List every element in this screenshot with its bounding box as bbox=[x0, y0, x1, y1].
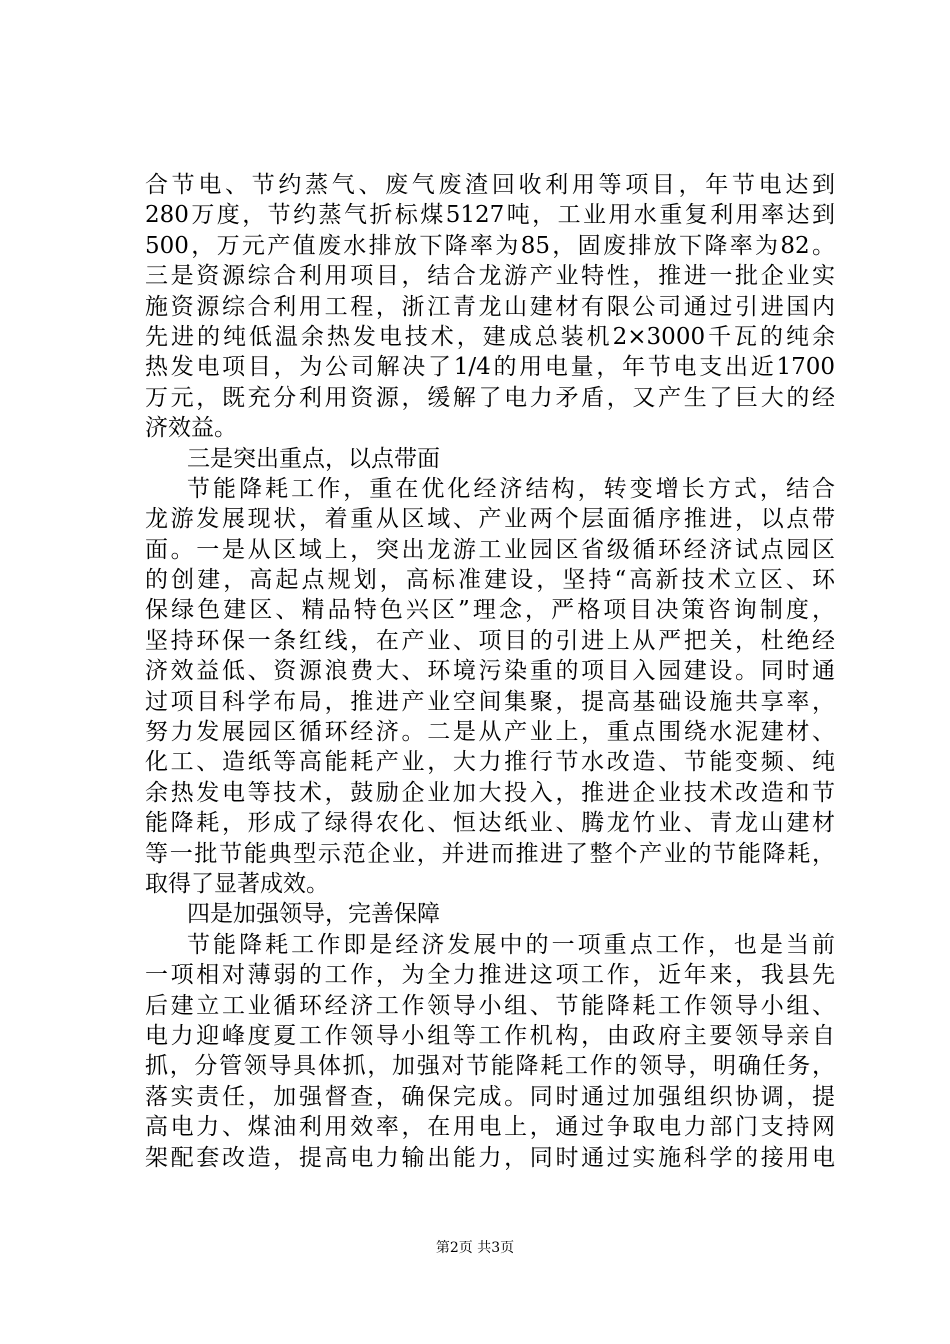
text-line: 热发电项目，为公司解决了1/4的用电量，年节电支出近1700 bbox=[145, 354, 835, 381]
text-line: 三是突出重点，以点带面 bbox=[187, 445, 440, 472]
text-line: 三是资源综合利用项目，结合龙游产业特性，推进一批企业实 bbox=[145, 263, 835, 290]
text-line: 架配套改造，提高电力输出能力，同时通过实施科学的接用电 bbox=[145, 1144, 835, 1171]
text-line: 后建立工业循环经济工作领导小组、节能降耗工作领导小组、 bbox=[145, 992, 835, 1019]
text-line: 万元，既充分利用资源，缓解了电力矛盾，又产生了巨大的经 bbox=[145, 384, 835, 411]
text-line: 先进的纯低温余热发电技术，建成总装机2×3000千瓦的纯余 bbox=[145, 323, 835, 350]
text-line: 龙游发展现状，着重从区域、产业两个层面循序推进，以点带 bbox=[145, 506, 835, 533]
text-line: 合节电、节约蒸气、废气废渣回收利用等项目，年节电达到 bbox=[145, 172, 835, 198]
text-line: 努力发展园区循环经济。二是从产业上，重点围绕水泥建材、 bbox=[145, 719, 835, 746]
text-line: 化工、造纸等高能耗产业，大力推行节水改造、节能变频、纯 bbox=[145, 749, 835, 776]
text-line: 等一批节能典型示范企业，并进而推进了整个产业的节能降耗， bbox=[145, 840, 835, 867]
text-line: 取得了显著成效。 bbox=[145, 870, 329, 897]
text-line: 落实责任，加强督查，确保完成。同时通过加强组织协调，提 bbox=[145, 1083, 835, 1110]
text-line: 余热发电等技术，鼓励企业加大投入，推进企业技术改造和节 bbox=[145, 779, 835, 806]
text-line: 的创建，高起点规划，高标准建设，坚持“高新技术立区、环 bbox=[145, 567, 835, 594]
text-line: 节能降耗工作即是经济发展中的一项重点工作，也是当前 bbox=[187, 931, 835, 958]
text-line: 一项相对薄弱的工作，为全力推进这项工作，近年来，我县先 bbox=[145, 962, 835, 989]
text-line: 500，万元产值废水排放下降率为85，固废排放下降率为82。 bbox=[145, 232, 835, 259]
text-line: 济效益低、资源浪费大、环境污染重的项目入园建设。同时通 bbox=[145, 658, 835, 685]
text-line: 电力迎峰度夏工作领导小组等工作机构，由政府主要领导亲自 bbox=[145, 1022, 835, 1049]
text-line: 坚持环保一条红线，在产业、项目的引进上从严把关，杜绝经 bbox=[145, 627, 835, 654]
text-line: 济效益。 bbox=[145, 415, 237, 442]
text-line: 能降耗，形成了绿得农化、恒达纸业、腾龙竹业、青龙山建材 bbox=[145, 810, 835, 837]
text-line: 节能降耗工作，重在优化经济结构，转变增长方式，结合 bbox=[187, 475, 835, 502]
text-line: 280万度，节约蒸气折标煤5127吨，工业用水重复利用率达到 bbox=[145, 202, 835, 229]
document-body bbox=[145, 170, 835, 1173]
text-line: 保绿色建区、精品特色兴区”理念，严格项目决策咨询制度， bbox=[145, 597, 835, 624]
text-line: 抓，分管领导具体抓，加强对节能降耗工作的领导，明确任务， bbox=[145, 1053, 835, 1080]
text-line: 过项目科学布局，推进产业空间集聚，提高基础设施共享率， bbox=[145, 688, 835, 715]
text-line: 面。一是从区域上，突出龙游工业园区省级循环经济试点园区 bbox=[145, 536, 835, 563]
page-footer: 第2页 共3页 bbox=[435, 1240, 515, 1256]
text-line: 高电力、煤油利用效率，在用电上，通过争取电力部门支持网 bbox=[145, 1114, 835, 1141]
text-line: 四是加强领导，完善保障 bbox=[187, 901, 440, 928]
text-line: 施资源综合利用工程，浙江青龙山建材有限公司通过引进国内 bbox=[145, 293, 835, 320]
